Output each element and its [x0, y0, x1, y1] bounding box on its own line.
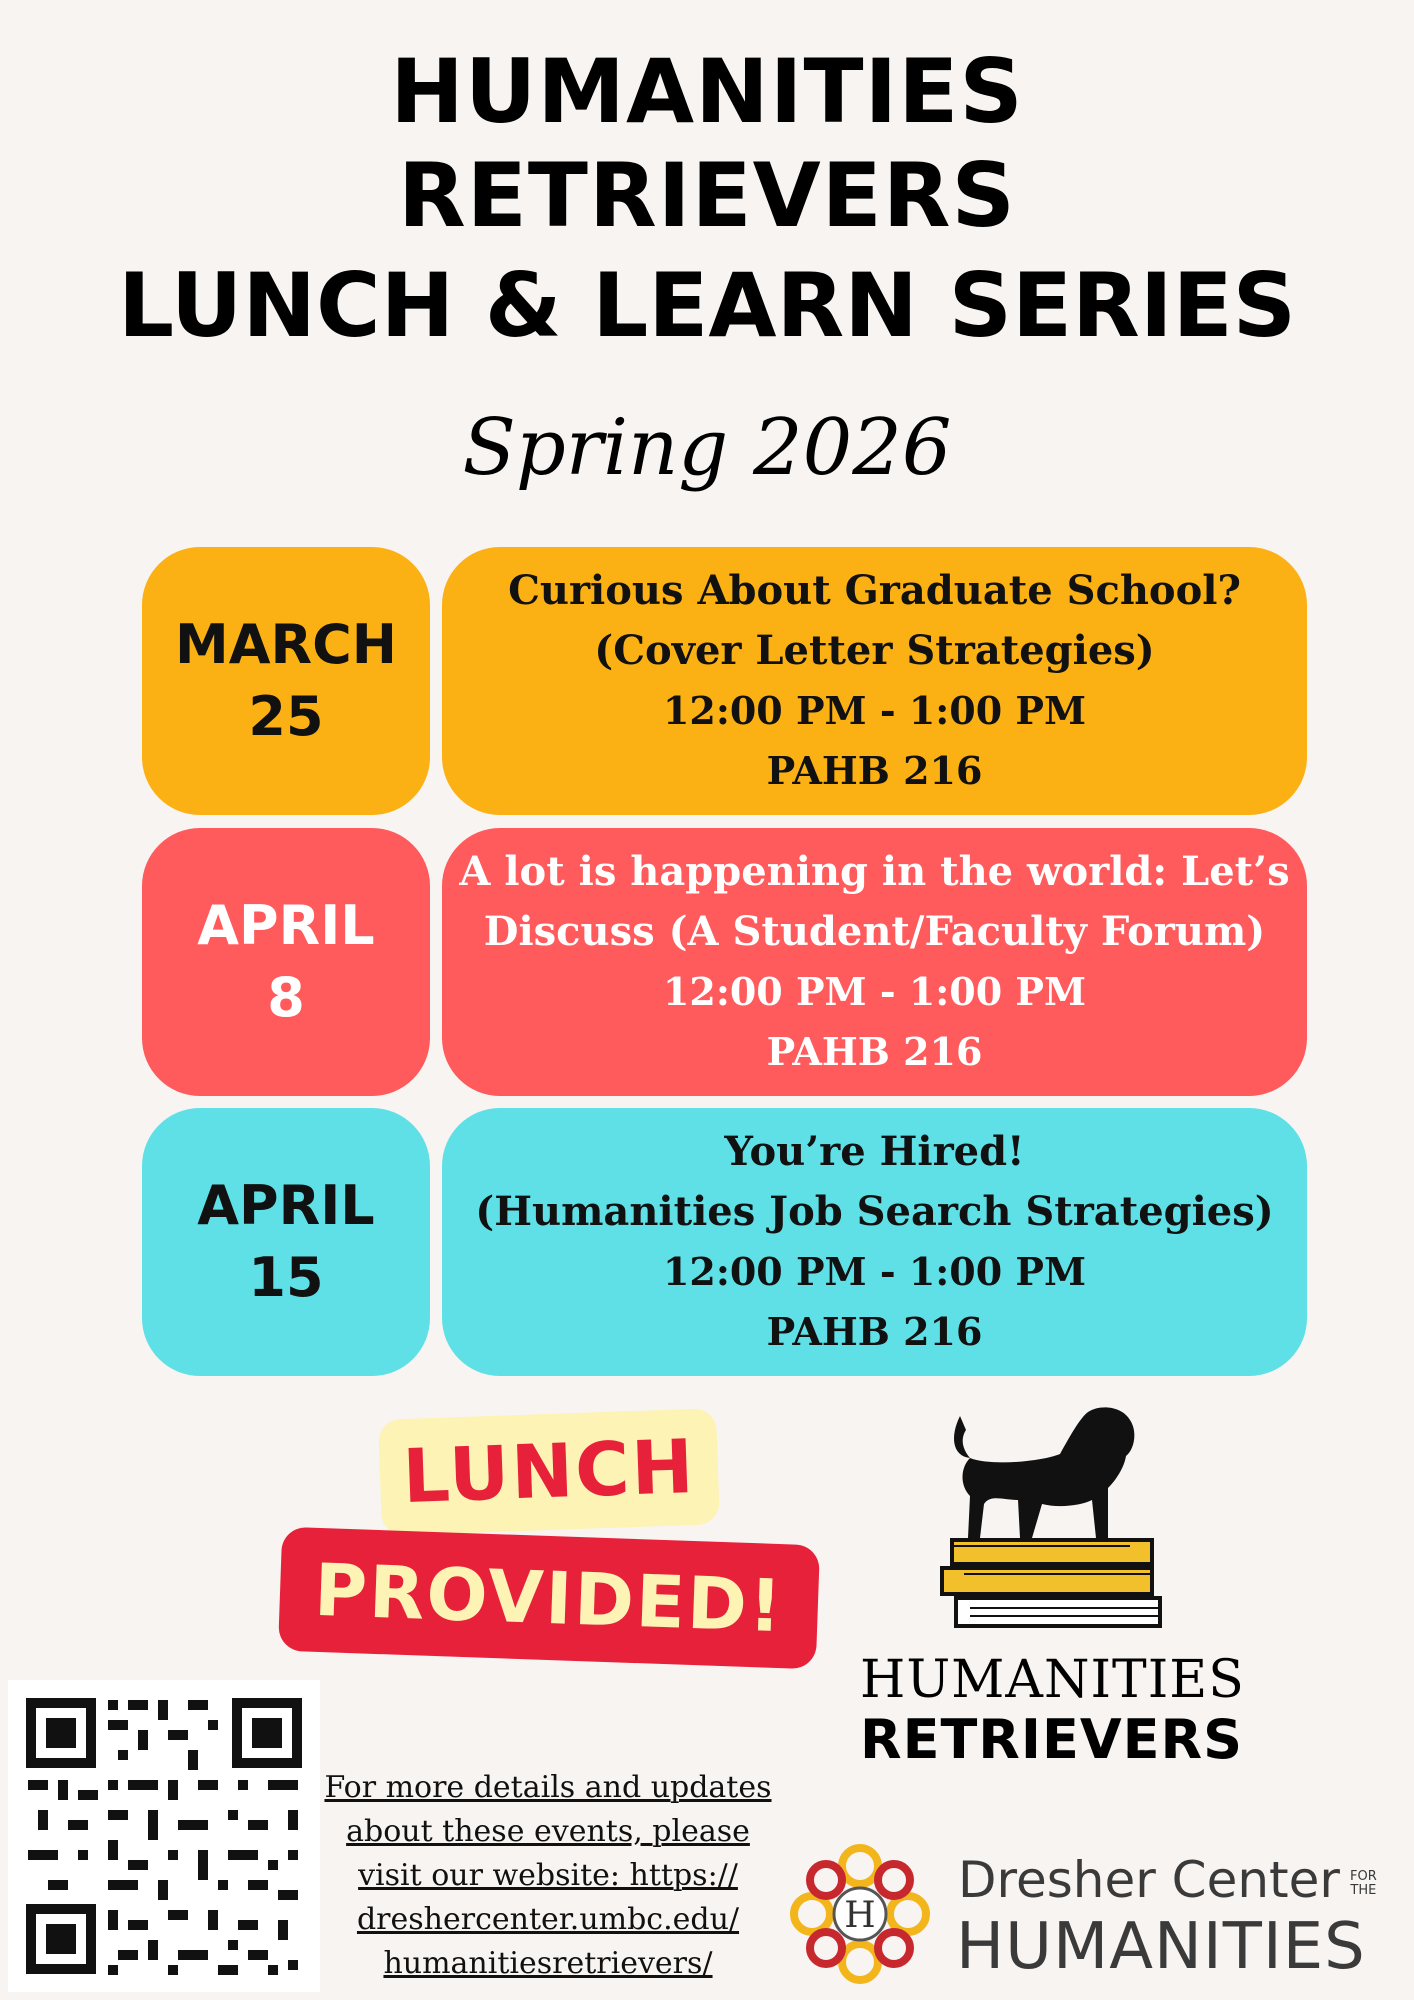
title-line-3: LUNCH & LEARN SERIES	[117, 254, 1297, 357]
event-title-line: A lot is happening in the world: Let’s	[459, 848, 1290, 895]
event-title-line: You’re Hired!	[724, 1128, 1025, 1175]
event-month: APRIL	[197, 894, 375, 957]
event-title-line: (Cover Letter Strategies)	[594, 627, 1155, 674]
title-line-2: RETRIEVERS	[398, 144, 1016, 247]
more-info-link[interactable]: For more details and updates about these events, please visit our website: https:// dreshercenter.umbc.edu/ humanitiesretrievers/	[324, 1770, 772, 1981]
subtitle: Spring 2026	[462, 403, 952, 493]
event-time: 12:00 PM - 1:00 PM	[662, 969, 1087, 1014]
event-day: 25	[248, 685, 324, 748]
event-day: 8	[267, 966, 305, 1029]
event-title-line: (Humanities Job Search Strategies)	[475, 1188, 1274, 1235]
event-info-2	[442, 828, 1307, 1096]
event-location: PAHB 216	[766, 1309, 983, 1354]
event-location: PAHB 216	[766, 748, 983, 793]
event-month: APRIL	[197, 1174, 375, 1237]
retrievers-logo-line-1: HUMANITIES	[860, 1650, 1245, 1710]
event-title-line: Curious About Graduate School?	[508, 567, 1241, 614]
event-date-april-8	[142, 828, 430, 1096]
event-date-march-25	[142, 547, 430, 815]
event-info-1	[442, 547, 1307, 815]
lunch-badge-top: LUNCH	[378, 1408, 720, 1536]
retrievers-logo-line-2: RETRIEVERS	[860, 1708, 1244, 1771]
event-title-line: Discuss (A Student/Faculty Forum)	[483, 908, 1266, 955]
dog-on-books-icon	[930, 1396, 1170, 1646]
title-line-1: HUMANITIES	[390, 40, 1024, 143]
event-info-3	[442, 1108, 1307, 1376]
lunch-badge-bottom: PROVIDED!	[278, 1527, 820, 1670]
dresher-flower-icon	[780, 1834, 940, 1994]
event-date-april-15	[142, 1108, 430, 1376]
event-time: 12:00 PM - 1:00 PM	[662, 1249, 1087, 1294]
dresher-center-name: Dresher Center	[958, 1851, 1340, 1909]
dresher-humanities: HUMANITIES	[956, 1910, 1366, 1984]
event-time: 12:00 PM - 1:00 PM	[662, 688, 1087, 733]
qr-code-icon[interactable]	[8, 1680, 320, 1992]
event-day: 15	[248, 1246, 324, 1309]
svg-text:H: H	[844, 1895, 876, 1936]
dresher-for-the: FOR THE	[1350, 1869, 1377, 1898]
event-location: PAHB 216	[766, 1029, 983, 1074]
event-month: MARCH	[175, 613, 397, 676]
